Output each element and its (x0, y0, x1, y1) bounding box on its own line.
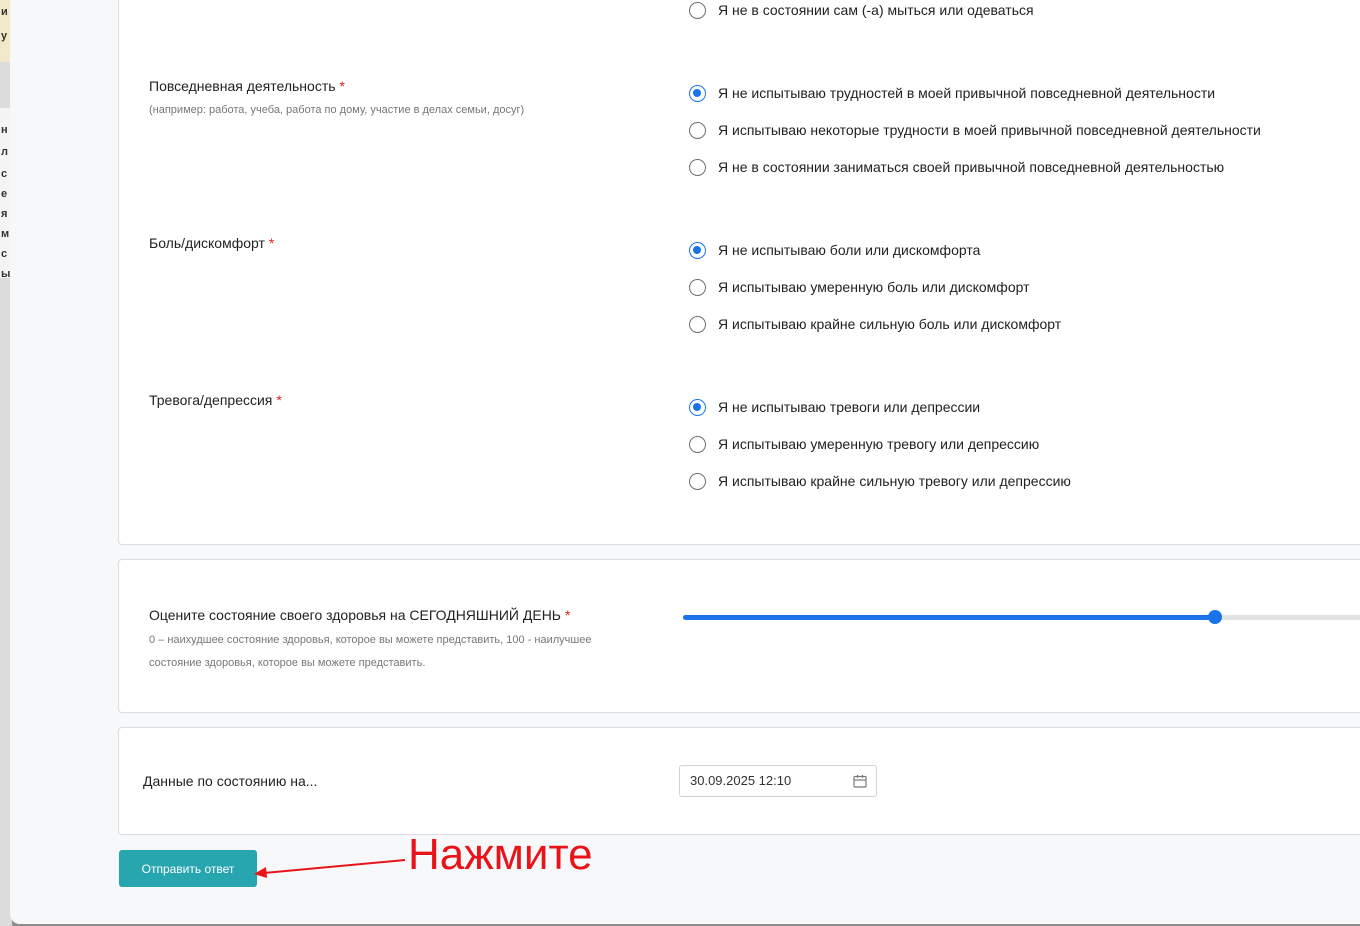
option-label: Я испытываю некоторые трудности в моей привычной повседневной деятельности (718, 122, 1261, 138)
option-label: Я не в состоянии сам (-а) мыться или одеваться (718, 2, 1034, 18)
date-input[interactable] (679, 765, 877, 797)
as-of-date-label: Данные по состоянию на... (143, 773, 318, 789)
calendar-icon[interactable] (853, 774, 867, 788)
option-label: Я не испытываю боли или дискомфорта (718, 242, 981, 258)
health-rating-card (118, 559, 1360, 713)
radio-button[interactable] (689, 436, 706, 453)
option-label: Я испытываю крайне сильную боль или дискомфорт (718, 316, 1062, 332)
option-label: Я не испытываю тревоги или депрессии (718, 399, 981, 415)
survey-page (10, 0, 1360, 924)
radio-option[interactable] (689, 277, 1030, 297)
strip-glyph: с (1, 168, 8, 180)
radio-option[interactable] (689, 397, 980, 417)
annotation-text: Нажмите (408, 830, 593, 879)
radio-button[interactable] (689, 473, 706, 490)
radio-button[interactable] (689, 85, 706, 102)
radio-button[interactable] (689, 399, 706, 416)
radio-button[interactable] (689, 279, 706, 296)
slider-thumb[interactable] (1208, 610, 1222, 624)
radio-option[interactable] (689, 240, 980, 260)
question-health-hint-line2: состояние здоровья, которое вы можете представить. (149, 657, 426, 669)
health-slider[interactable] (683, 612, 1360, 622)
required-mark: * (268, 235, 275, 251)
strip-glyph: м (1, 228, 10, 240)
questions-card (118, 0, 1360, 545)
radio-button[interactable] (689, 159, 706, 176)
strip-glyph: с (1, 248, 8, 260)
question-health-label: Оцените состояние своего здоровья на СЕГОДНЯШНИЙ ДЕНЬ * (149, 607, 571, 623)
question-health-hint-line1: 0 – наихудшее состояние здоровья, которое вы можете представить, 100 - наилучшее (149, 634, 592, 646)
option-label: Я испытываю умеренную боль или дискомфорт (718, 279, 1030, 295)
question-daily-activity-hint: (например: работа, учеба, работа по дому, участие в делах семьи, досуг) (149, 104, 525, 116)
radio-button[interactable] (689, 242, 706, 259)
strip-glyph: л (1, 146, 8, 158)
radio-option[interactable] (689, 434, 1039, 454)
annotation-arrow-icon (250, 848, 410, 878)
option-label: Я испытываю крайне сильную тревогу или депрессию (718, 473, 1071, 489)
radio-option[interactable] (689, 471, 1071, 491)
option-label: Я испытываю умеренную тревогу или депрессию (718, 436, 1040, 452)
radio-button[interactable] (689, 122, 706, 139)
radio-option[interactable] (689, 83, 1215, 103)
radio-button[interactable] (689, 2, 706, 19)
radio-option[interactable] (689, 0, 1034, 20)
required-mark: * (339, 78, 345, 94)
question-anxiety-label: Тревога/депрессия * (149, 392, 282, 408)
slider-fill (683, 615, 1215, 620)
strip-glyph: и (1, 6, 8, 18)
radio-option[interactable] (689, 157, 1224, 177)
strip-glyph: я (1, 208, 8, 220)
option-label: Я не в состоянии заниматься своей привычной повседневной деятельностью (718, 159, 1225, 175)
required-mark: * (565, 607, 571, 623)
question-pain-label: Боль/дискомфорт * (149, 235, 275, 251)
date-value: 30.09.2025 12:10 (690, 773, 792, 788)
strip-glyph: у (1, 30, 8, 42)
strip-glyph: ы (1, 268, 11, 280)
question-daily-activity-label: Повседневная деятельность * (149, 78, 345, 94)
submit-answer-button[interactable]: Отправить ответ (119, 850, 257, 887)
radio-button[interactable] (689, 316, 706, 333)
strip-glyph: е (1, 188, 8, 200)
strip-glyph: н (1, 124, 8, 136)
required-mark: * (276, 392, 282, 408)
radio-option[interactable] (689, 314, 1061, 334)
option-label: Я не испытываю трудностей в моей привычной повседневной деятельности (718, 85, 1216, 101)
radio-option[interactable] (689, 120, 1261, 140)
date-card (118, 727, 1360, 835)
